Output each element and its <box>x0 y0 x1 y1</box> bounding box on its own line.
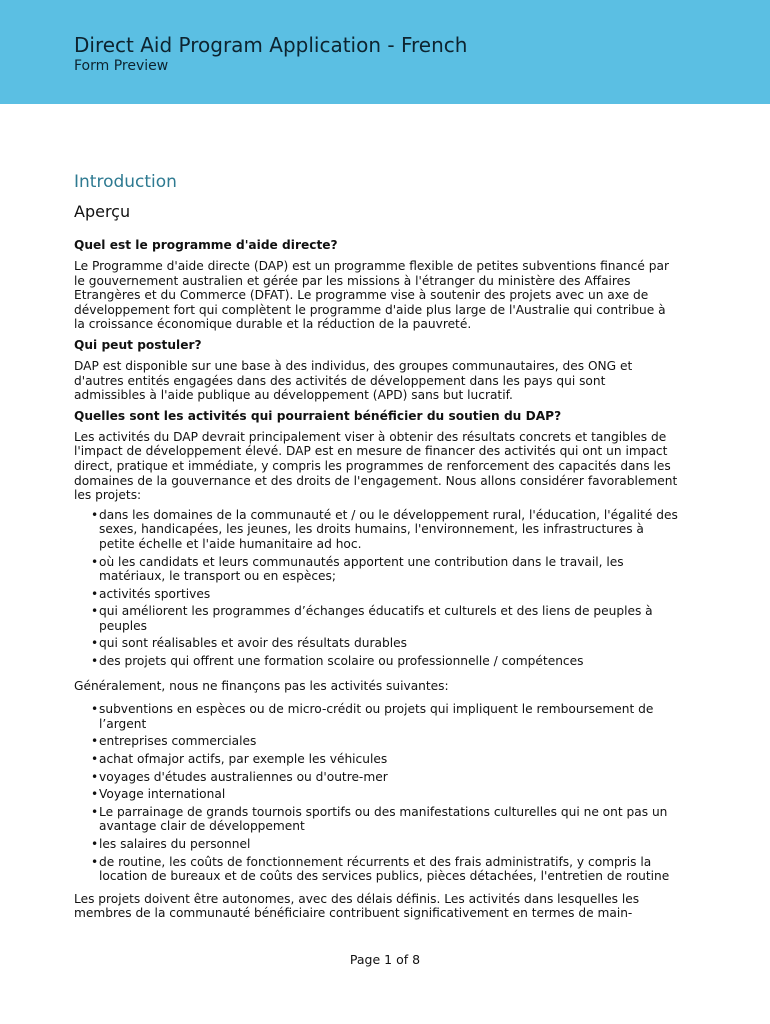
list-item: • qui améliorent les programmes d’échanges éducatifs et culturels et des liens de peuples à peuples <box>95 604 678 633</box>
list-item: • les salaires du personnel <box>95 837 678 852</box>
document-body <box>74 171 678 926</box>
eligible-projects-list <box>74 508 678 669</box>
form-header <box>0 0 770 104</box>
list-item: • subventions en espèces ou de micro-crédit ou projets qui impliquent le remboursement de l’argent <box>95 702 678 731</box>
list-item: • de routine, les coûts de fonctionnement récurrents et des frais administratifs, y compris la location de bureaux et de coûts des services publics, pièces détachées, l'entretien de routine <box>95 855 678 884</box>
excluded-activities-list <box>74 702 678 884</box>
list-item: • achat ofmajor actifs, par exemple les véhicules <box>95 752 678 767</box>
paragraph: DAP est disponible sur une base à des individus, des groupes communautaires, des ONG et d'autres entités engagées dans des activités de développement dans les pays qui sont admissibles à l'aide publique au développement (APD) sans but lucratif. <box>74 358 633 403</box>
question-heading: Quel est le programme d'aide directe? <box>74 238 338 252</box>
paragraph: Généralement, nous ne finançons pas les activités suivantes: <box>74 678 449 693</box>
question-heading: Quelles sont les activités qui pourraient bénéficier du soutien du DAP? <box>74 408 562 423</box>
list-item: • Le parrainage de grands tournois sportifs ou des manifestations culturelles qui ne ont pas un avantage clair de développement <box>95 805 678 834</box>
list-item: • qui sont réalisables et avoir des résultats durables <box>95 636 678 651</box>
list-item: • dans les domaines de la communauté et / ou le développement rural, l'éducation, l'égalité des sexes, handicapées, les jeunes, les droits humains, l'environnement, les infrastructures à petite échelle et l'aide humanitaire ad hoc. <box>95 508 678 552</box>
question-heading: Qui peut postuler? <box>74 337 202 352</box>
list-item: • voyages d'études australiennes ou d'outre-mer <box>95 770 678 785</box>
paragraph: Les projets doivent être autonomes, avec des délais définis. Les activités dans lesquelles les membres de la communauté bénéficiaire contribuent significativement en termes de main- <box>74 891 640 921</box>
form-subtitle: Form Preview <box>74 58 169 74</box>
section-title: Introduction <box>74 172 177 192</box>
page-number: Page 1 of 8 <box>349 952 421 967</box>
paragraph: Les activités du DAP devrait principalement viser à obtenir des résultats concrets et tangibles de l'impact de développement élevé. DAP est en mesure de financer des activités qui ont un impact direct, pratique et immédiate, y compris les programmes de renforcement des capacités dans les domaines de la gouvernance et des droits de l'engagement. Nous allons considérer favorablement les projets: <box>74 429 678 503</box>
form-title: Direct Aid Program Application - French <box>74 33 468 57</box>
section-subtitle: Aperçu <box>74 202 131 221</box>
paragraph: Le Programme d'aide directe (DAP) est un programme flexible de petites subventions financé par le gouvernement australien et gérée par les missions à l'étranger du ministère des Affaires Etrangères et du Commerce (DFAT). Le programme vise à soutenir des projets avec un axe de développement fort qui complètent le programme d'aide plus large de l'Australie qui contribue à la croissance économique durable et la réduction de la pauvreté. <box>74 259 669 332</box>
list-item: • activités sportives <box>95 587 678 602</box>
list-item: • des projets qui offrent une formation scolaire ou professionnelle / compétences <box>95 654 678 669</box>
list-item: • entreprises commerciales <box>95 734 678 749</box>
list-item: • Voyage international <box>95 787 678 802</box>
list-item: • où les candidats et leurs communautés apportent une contribution dans le travail, les matériaux, le transport ou en espèces; <box>95 555 678 584</box>
